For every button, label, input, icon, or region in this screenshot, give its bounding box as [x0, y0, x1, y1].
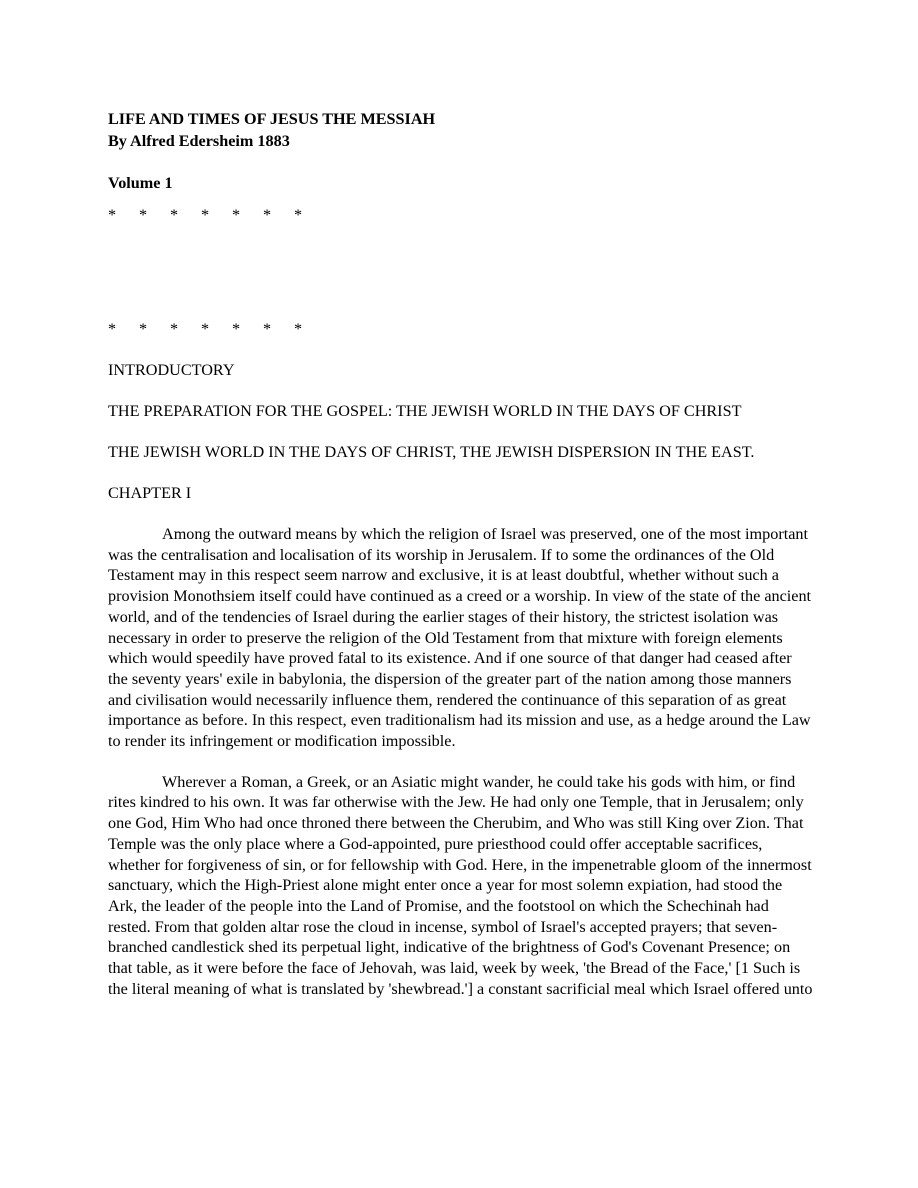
volume-heading: Volume 1: [108, 174, 173, 192]
section-title: THE PREPARATION FOR THE GOSPEL: THE JEWISH WORLD IN THE DAYS OF CHRIST: [108, 402, 742, 420]
separator-star: *: [108, 320, 117, 338]
separator-star: *: [201, 320, 210, 338]
body-paragraph: Among the outward means by which the religion of Israel was preserved, one of the most important was the centralisation and localisation of its worship in Jerusalem. If to some the ordinances of the Old Testament may in this respect seem narrow and exclusive, it is at least doubtful, whether without such a provision Monothsiem itself could have continued as a creed or a worship. In view of the state of the ancient world, and of the tendencies of Israel during the earlier stages of their history, the strictest isolation was necessary in order to preserve the religion of the Old Testament from that mixture with foreign elements which would speedily have proved fatal to its existence. And if one source of that danger had ceased after the seventy years' exile in babylonia, the dispersion of the greater part of the nation among those manners and civilisation would necessarily influence them, rendered the continuance of this separation of as great importance as before. In this respect, even traditionalism had its mission and use, as a hedge around the Law to render its infringement or modification impossible.: [108, 525, 812, 751]
star-separator-top: [108, 204, 813, 226]
separator-star: *: [108, 206, 117, 224]
document-byline: By Alfred Edersheim 1883: [108, 132, 290, 150]
document-page: [108, 108, 813, 999]
separator-star: *: [201, 206, 210, 224]
document-title: LIFE AND TIMES OF JESUS THE MESSIAH: [108, 110, 436, 128]
star-separator-bottom: [108, 318, 813, 340]
separator-star: *: [263, 206, 272, 224]
subsection-title: THE JEWISH WORLD IN THE DAYS OF CHRIST, THE JEWISH DISPERSION IN THE EAST.: [108, 443, 755, 461]
chapter-heading: CHAPTER I: [108, 484, 192, 502]
separator-star: *: [232, 206, 241, 224]
separator-star: *: [170, 206, 179, 224]
separator-star: *: [294, 320, 303, 338]
body-paragraph: Wherever a Roman, a Greek, or an Asiatic might wander, he could take his gods with him, or find rites kindred to his own. It was far otherwise with the Jew. He had only one Temple, that in Jerusalem; only one God, Him Who had once throned there between the Cherubim, and Who was still King over Zion. That Temple was the only place where a God-appointed, pure priesthood could offer acceptable sacrifices, whether for forgiveness of sin, or for fellowship with God. Here, in the impenetrable gloom of the innermost sanctuary, which the High-Priest alone might enter once a year for most solemn expiation, had stood the Ark, the leader of the people into the Land of Promise, and the footstool on which the Schechinah had rested. From that golden altar rose the cloud in incense, symbol of Israel's accepted prayers; that seven-branched candlestick shed its perpetual light, indicative of the brightness of God's Covenant Presence; on that table, as it were before the face of Jehovah, was laid, week by week, 'the Bread of the Face,' [1 Such is the literal meaning of what is translated by 'shewbread.'] a constant sacrificial meal which Israel offered unto: [108, 772, 813, 998]
separator-star: *: [294, 206, 303, 224]
separator-star: *: [139, 206, 148, 224]
separator-star: *: [263, 320, 272, 338]
separator-star: *: [170, 320, 179, 338]
separator-star: *: [139, 320, 148, 338]
separator-star: *: [232, 320, 241, 338]
section-label: INTRODUCTORY: [108, 361, 235, 379]
blank-gap: [108, 226, 813, 308]
